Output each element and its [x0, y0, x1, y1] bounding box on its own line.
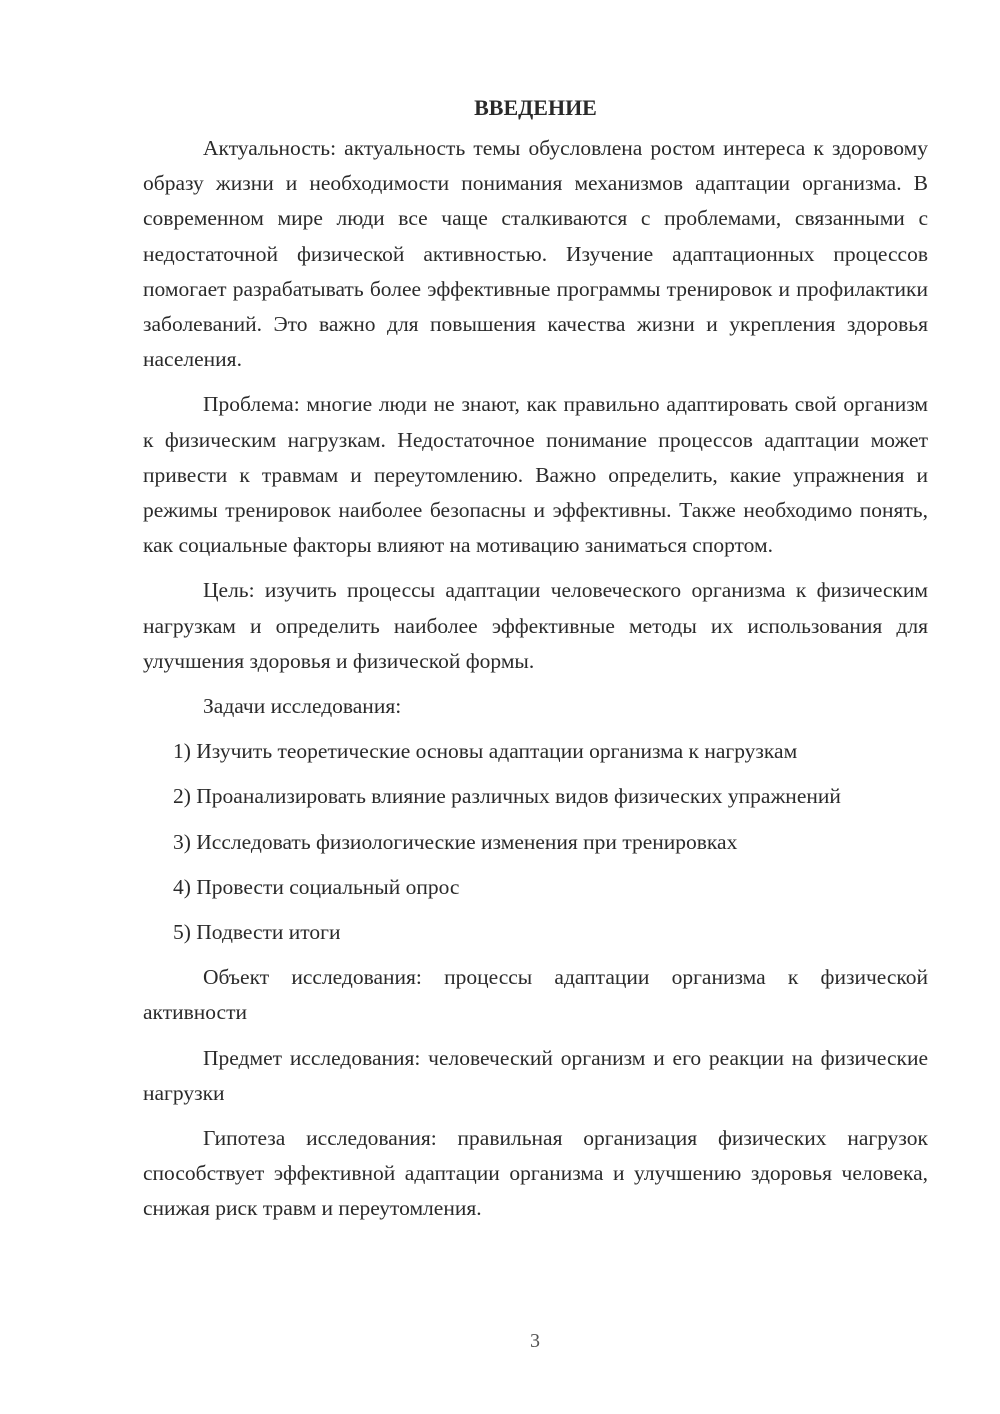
- list-item-task-4: 4) Провести социальный опрос: [173, 874, 460, 899]
- paragraph-subject: Предмет исследования: человеческий организм и его реакции на физические нагрузки: [143, 1045, 928, 1105]
- page-content: [143, 90, 928, 1237]
- paragraph-relevance: Актуальность: актуальность темы обусловлена ростом интереса к здоровому образу жизни и необходимости понимания механизмов адаптации организма. В современном мире люди все чаще сталкиваются с проблемами, связанными с недостаточной физической активностью. Изучение адаптационных процессов помогает разрабатывать более эффективные программы тренировок и профилактики заболеваний. Это важно для повышения качества жизни и укрепления здоровья населения.: [143, 136, 928, 372]
- list-item-task-3: 3) Исследовать физиологические изменения при тренировках: [173, 829, 738, 854]
- list-item-task-2: 2) Проанализировать влияние различных видов физических упражнений: [173, 784, 841, 809]
- tasks-heading: Задачи исследования:: [203, 694, 402, 719]
- list-item-task-5: 5) Подвести итоги: [173, 920, 341, 945]
- page-title: ВВЕДЕНИЕ: [474, 95, 597, 120]
- paragraph-object: Объект исследования: процессы адаптации организма к физической активности: [143, 965, 928, 1025]
- paragraph-goal: Цель: изучить процессы адаптации человеческого организма к физическим нагрузкам и определить наиболее эффективные методы их использования для улучшения здоровья и физической формы.: [143, 578, 928, 673]
- paragraph-problem: Проблема: многие люди не знают, как правильно адаптировать свой организм к физическим нагрузкам. Недостаточное понимание процессов адаптации может привести к травмам и переутомлению. Важно определить, какие упражнения и режимы тренировок наиболее безопасны и эффективны. Также необходимо понять, как социальные факторы влияют на мотивацию заниматься спортом.: [143, 392, 928, 558]
- list-item-task-1: 1) Изучить теоретические основы адаптации организма к нагрузкам: [173, 739, 798, 764]
- paragraph-hypothesis: Гипотеза исследования: правильная организация физических нагрузок способствует эффективной адаптации организма и улучшению здоровья человека, снижая риск травм и переутомления.: [143, 1126, 928, 1221]
- page-number: 3: [530, 1330, 540, 1352]
